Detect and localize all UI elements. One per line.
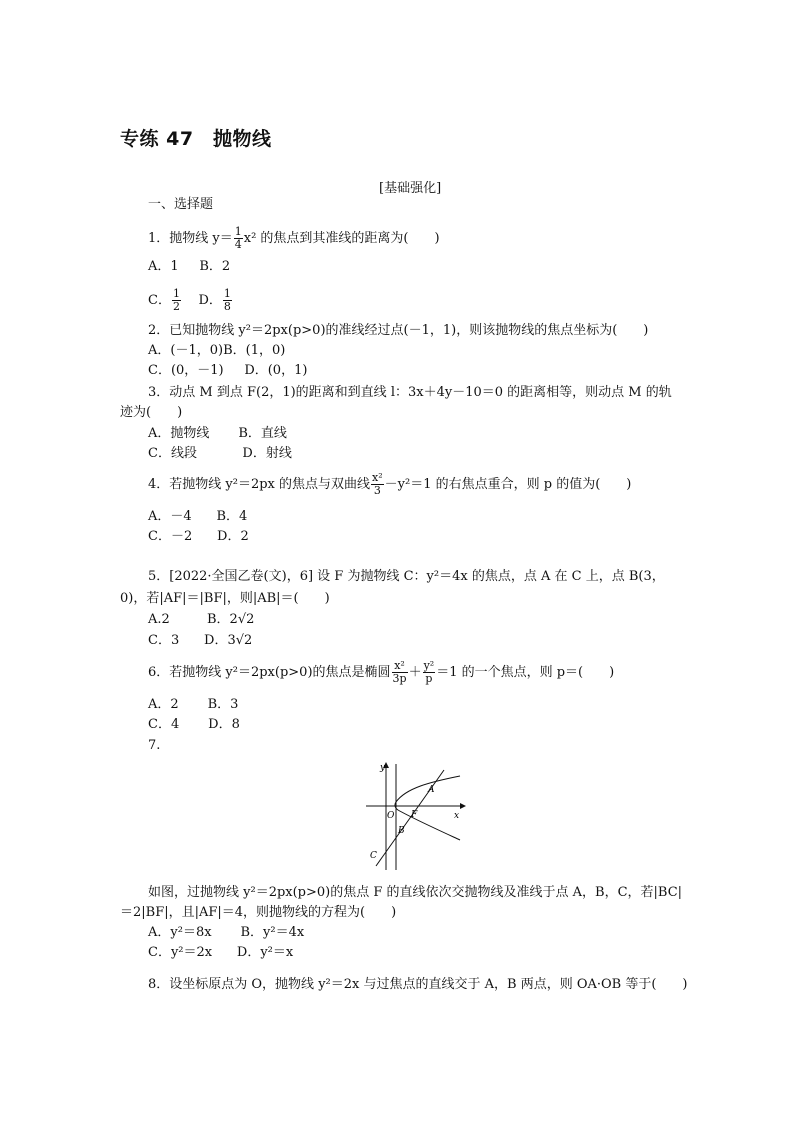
q1-d-num: 1 [223, 287, 231, 300]
q5-option-a[interactable]: A.2 [148, 612, 170, 627]
section-heading: 一、选择题 [148, 197, 214, 212]
q6-option-b[interactable]: B．3 [207, 697, 239, 712]
q4-option-a[interactable]: A．－4 [148, 509, 192, 524]
q6-plus: ＋ [408, 665, 422, 680]
q1-options-cd [148, 288, 233, 313]
q1-option-d-label: D． [198, 293, 222, 308]
label-x: x [454, 811, 460, 821]
q3-option-a[interactable]: A．抛物线 [148, 426, 210, 441]
q1-fraction [234, 226, 243, 251]
q2-option-c[interactable]: C．(0，－1) [148, 363, 224, 378]
question-1 [148, 226, 440, 251]
question-7-number: 7. [148, 738, 161, 753]
q6-frac1-num: x² [392, 660, 408, 673]
q7-options-ab [148, 924, 304, 942]
q1-option-c[interactable] [148, 287, 182, 313]
q3-option-b[interactable]: B．直线 [238, 426, 287, 441]
q4-text-post: －y²＝1 的右焦点重合，则 p 的值为( ) [384, 477, 632, 492]
q4-fraction [371, 472, 384, 497]
q6-frac2-num: y² [423, 659, 435, 672]
q4-frac-den: 3 [373, 484, 381, 497]
label-y: y [380, 763, 386, 773]
label-point-a: A [428, 785, 435, 795]
q4-frac-num: x² [372, 471, 383, 484]
q3-option-d[interactable]: D．射线 [242, 446, 292, 461]
page-title: 专练 47 抛物线 [120, 128, 272, 150]
question-8: 8．设坐标原点为 O，抛物线 y²＝2x 与过焦点的直线交于 A，B 两点，则 OA·OB 等于( ) [148, 977, 688, 992]
q6-option-c[interactable]: C．4 [148, 717, 180, 732]
q4-option-d[interactable]: D．2 [217, 529, 249, 544]
q3-option-c[interactable]: C．线段 [148, 446, 197, 461]
q3-options-cd [148, 445, 292, 463]
q4-option-c[interactable]: C．－2 [148, 529, 193, 544]
q1-options-ab [148, 258, 230, 276]
q4-options-ab [148, 508, 247, 526]
q2-option-a[interactable]: A．(－1，0) [148, 343, 224, 358]
q2-option-d[interactable]: D．(0，1) [244, 363, 308, 378]
question-7-line2: ＝2|BF|，且|AF|＝4，则抛物线的方程为( ) [120, 905, 397, 920]
question-6 [148, 660, 614, 685]
section-label: [基础强化] [379, 181, 442, 196]
q6-fraction-1 [392, 660, 408, 685]
q6-text-pre: 6．若抛物线 y²＝2px(p>0)的焦点是椭圆 [148, 665, 391, 680]
q7-option-b[interactable]: B．y²＝4x [240, 925, 305, 940]
question-4 [148, 472, 631, 497]
q7-options-cd [148, 944, 293, 962]
q4-options-cd [148, 528, 249, 546]
q5-option-c[interactable]: C．3 [148, 633, 180, 648]
q7-option-a[interactable]: A．y²＝8x [148, 925, 212, 940]
label-focus: F [411, 810, 418, 820]
q6-frac1-den: 3p [392, 672, 407, 685]
q4-option-b[interactable]: B．4 [216, 509, 248, 524]
q7-option-c[interactable]: C．y²＝2x [148, 945, 213, 960]
q1-c-num: 1 [172, 287, 180, 300]
question-3-line2: 迹为( ) [120, 405, 183, 420]
q4-text-pre: 4．若抛物线 y²＝2px 的焦点与双曲线 [148, 477, 371, 492]
q1-text-pre: 1．抛物线 y＝ [148, 231, 233, 246]
q5-options-ab [148, 611, 254, 629]
q1-d-den: 8 [223, 300, 231, 313]
q1-frac-num: 1 [234, 225, 242, 238]
parabola-figure [360, 758, 470, 873]
q1-option-d[interactable] [198, 287, 232, 313]
q6-options-ab [148, 696, 238, 714]
q1-c-den: 2 [172, 300, 180, 313]
question-5-line1: 5．[2022·全国乙卷(文)，6] 设 F 为抛物线 C：y²＝4x 的焦点，点 A 在 C 上，点 B(3， [148, 569, 665, 584]
question-7-line1: 如图，过抛物线 y²＝2px(p>0)的焦点 F 的直线依次交抛物线及准线于点 A，B，C，若|BC| [148, 885, 683, 900]
q2-option-b[interactable]: B．(1，0) [223, 343, 286, 358]
q5-options-cd [148, 632, 252, 650]
question-5-line2: 0)，若|AF|＝|BF|，则|AB|＝( ) [120, 591, 330, 606]
label-point-b: B [398, 826, 405, 836]
q6-options-cd [148, 716, 240, 734]
q6-fraction-2 [423, 660, 436, 685]
question-3-line1: 3．动点 M 到点 F(2，1)的距离和到直线 l：3x＋4y－10＝0 的距离相等，则动点 M 的轨 [148, 385, 672, 400]
q2-options-cd [148, 362, 307, 380]
q5-option-b[interactable]: B．2√2 [207, 612, 255, 627]
question-2: 2．已知抛物线 y²＝2px(p>0)的准线经过点(－1，1)，则该抛物线的焦点坐标为( ) [148, 323, 649, 338]
label-origin: O [387, 811, 395, 821]
q2-options-ab [148, 342, 285, 360]
q7-option-d[interactable]: D．y²＝x [236, 945, 294, 960]
q6-frac2-den: p [425, 672, 433, 685]
q1-text-post: x² 的焦点到其准线的距离为( ) [243, 231, 440, 246]
q6-option-d[interactable]: D．8 [208, 717, 240, 732]
label-point-c: C [370, 851, 377, 861]
x-axis-arrow [460, 803, 466, 809]
q5-option-d[interactable]: D．3√2 [204, 633, 253, 648]
q1-option-c-label: C． [148, 293, 171, 308]
q1-frac-den: 4 [234, 238, 242, 251]
q1-option-a[interactable]: A．1 [148, 259, 179, 274]
q6-option-a[interactable]: A．2 [148, 697, 179, 712]
q6-text-post: ＝1 的一个焦点，则 p＝( ) [436, 665, 615, 680]
q1-option-b[interactable]: B．2 [199, 259, 231, 274]
q3-options-ab [148, 425, 287, 443]
